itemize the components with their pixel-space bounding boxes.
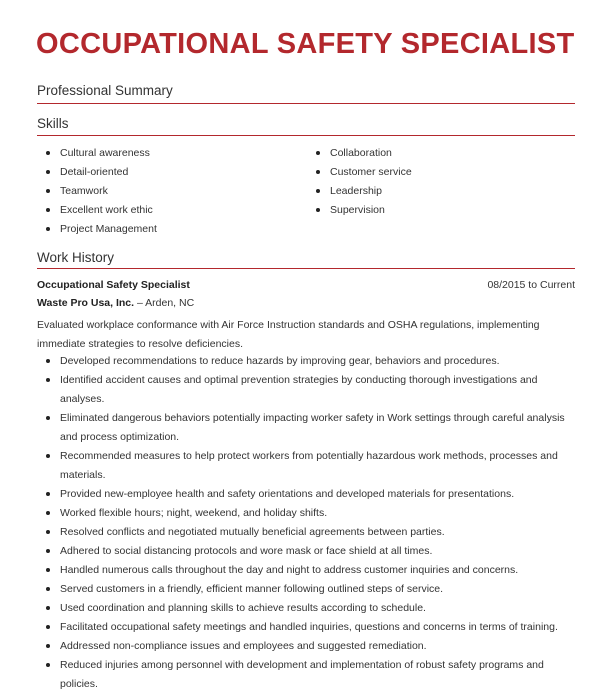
- skills-divider: [37, 135, 575, 136]
- skill-item: Leadership: [307, 182, 412, 201]
- skills-list-right: [307, 144, 412, 220]
- job-bullet: Used coordination and planning skills to achieve results according to schedule.: [37, 599, 577, 618]
- work-history-heading: Work History: [37, 250, 115, 265]
- job-bullet: Addressed non-compliance issues and employees and suggested remediation.: [37, 637, 577, 656]
- professional-summary-heading: Professional Summary: [37, 83, 173, 98]
- job-bullet: Adhered to social distancing protocols and wore mask or face shield at all times.: [37, 542, 577, 561]
- skill-item: Cultural awareness: [37, 144, 157, 163]
- skill-item: Supervision: [307, 201, 412, 220]
- job-bullet: Provided new-employee health and safety orientations and developed materials for presentations.: [37, 485, 577, 504]
- skill-item: Customer service: [307, 163, 412, 182]
- skill-item: Detail-oriented: [37, 163, 157, 182]
- skill-item: Collaboration: [307, 144, 412, 163]
- skills-heading: Skills: [37, 116, 69, 131]
- company-location: – Arden, NC: [134, 297, 195, 309]
- work-history-divider: [37, 268, 575, 269]
- job-bullet: Recommended measures to help protect workers from potentially hazardous work methods, processes and materials.: [37, 447, 577, 485]
- job-bullet: Handled numerous calls throughout the day and night to address customer inquiries and concerns.: [37, 561, 577, 580]
- job-bullet: Reduced injuries among personnel with development and implementation of robust safety programs and policies.: [37, 656, 577, 694]
- job-bullet: Developed recommendations to reduce hazards by improving gear, behaviors and procedures.: [37, 352, 577, 371]
- job-bullet: Worked flexible hours; night, weekend, and holiday shifts.: [37, 504, 577, 523]
- job-bullet: Resolved conflicts and negotiated mutually beneficial agreements between parties.: [37, 523, 577, 542]
- company-line: [37, 297, 194, 309]
- job-bullet: Eliminated dangerous behaviors potentially impacting worker safety in Work settings through careful analysis and process optimization.: [37, 409, 577, 447]
- skill-item: Project Management: [37, 220, 157, 239]
- skill-item: Teamwork: [37, 182, 157, 201]
- job-title: Occupational Safety Specialist: [37, 279, 190, 291]
- skills-list-left: [37, 144, 157, 239]
- job-bullet: Identified accident causes and optimal prevention strategies by conducting thorough investigations and analyses.: [37, 371, 577, 409]
- job-bullet: Served customers in a friendly, efficient manner following outlined steps of service.: [37, 580, 577, 599]
- job-bullets: [37, 352, 577, 694]
- resume-name-title: OCCUPATIONAL SAFETY SPECIALIST: [36, 28, 575, 60]
- company-name: Waste Pro Usa, Inc.: [37, 297, 135, 309]
- skill-item: Excellent work ethic: [37, 201, 157, 220]
- summary-divider: [37, 103, 575, 104]
- job-description: Evaluated workplace conformance with Air Force Instruction standards and OSHA regulations, implementing immediate strategies to resolve deficiencies.: [37, 319, 540, 350]
- job-bullet: Facilitated occupational safety meetings and handled inquiries, questions and concerns in terms of training.: [37, 618, 577, 637]
- job-dates: 08/2015 to Current: [487, 279, 575, 291]
